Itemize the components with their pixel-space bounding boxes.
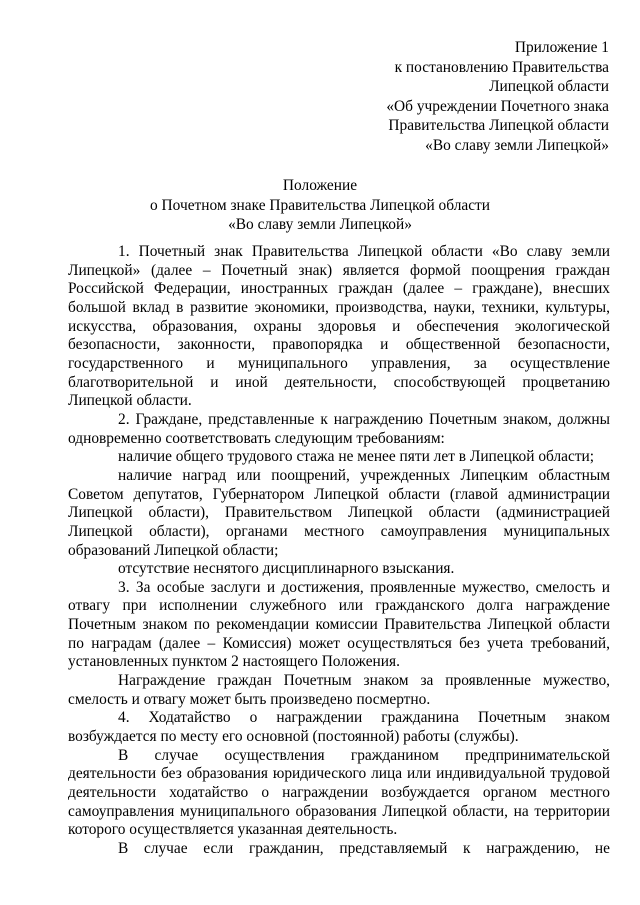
paragraph: отсутствие неснятого дисциплинарного взыскания. <box>118 560 455 578</box>
paragraph: 3. За особые заслуги и достижения, проявленные мужество, смелость и отвагу при исполнении служебного или гражданского долга награждение Почетным знаком по рекомендации комиссии Правительства Липецкой области по наградам (далее – Комиссия) может осуществляться без учета требований, установленных пунктом 2 настоящего Положения. <box>68 578 610 671</box>
appendix-header <box>386 38 609 155</box>
paragraph: 2. Граждане, представленные к награждению Почетным знаком, должны одновременно соответствовать следующим требованиям: <box>68 410 610 447</box>
appendix-line: «Об учреждении Почетного знака <box>386 97 609 115</box>
title-line: Положение <box>282 177 358 194</box>
appendix-line: к постановлению Правительства <box>394 58 609 76</box>
appendix-line: Правительства Липецкой области <box>388 117 609 134</box>
document-title <box>0 176 640 235</box>
paragraph: наличие общего трудового стажа не менее пяти лет в Липецкой области; <box>118 448 595 466</box>
document-body <box>68 243 610 859</box>
paragraph: В случае если гражданин, представляемый к награждению, не <box>118 840 610 857</box>
paragraph: Награждение граждан Почетным знаком за проявленные мужество, смелость и отвагу может быть произведено посмертно. <box>68 672 610 708</box>
paragraph: В случае осуществления гражданином предпринимательской деятельности без образования юридического лица или индивидуальной трудовой деятельности ходатайство о награждении возбуждается органом местного самоуправления муниципального образования Липецкой области, на территории которого осуществляется указанная деятельность. <box>68 746 610 839</box>
title-line: о Почетном знаке Правительства Липецкой области <box>150 196 490 214</box>
paragraph: наличие наград или поощрений, учрежденных Липецким областным Советом депутатов, Губернатором Липецкой области (главой администрации Липецкой области), Правительством Липецкой области (администрацией Липецкой области), органами местного самоуправления муниципальных образований Липецкой области; <box>68 466 610 559</box>
paragraph: 4. Ходатайство о награждении гражданина Почетным знаком возбуждается по месту его основной (постоянной) работы (службы). <box>68 709 610 746</box>
appendix-line: Липецкой области <box>489 78 609 95</box>
title-line: «Во славу земли Липецкой» <box>228 216 412 233</box>
appendix-line: «Во славу земли Липецкой» <box>425 136 609 154</box>
paragraph: 1. Почетный знак Правительства Липецкой области «Во славу земли Липецкой» (далее – Почетный знак) является формой поощрения граждан Российской Федерации, иностранных граждан (далее – граждане), внесших большой вклад в развитие экономики, производства, науки, техники, культуры, искусства, образования, охраны здоровья и обеспечения экологической безопасности, законности, правопорядка и общественной безопасности, государственного и муниципального управления, за осуществление благотворительной и иной деятельности, способствующей процветанию Липецкой области. <box>68 243 610 410</box>
appendix-line: Приложение 1 <box>514 39 609 56</box>
